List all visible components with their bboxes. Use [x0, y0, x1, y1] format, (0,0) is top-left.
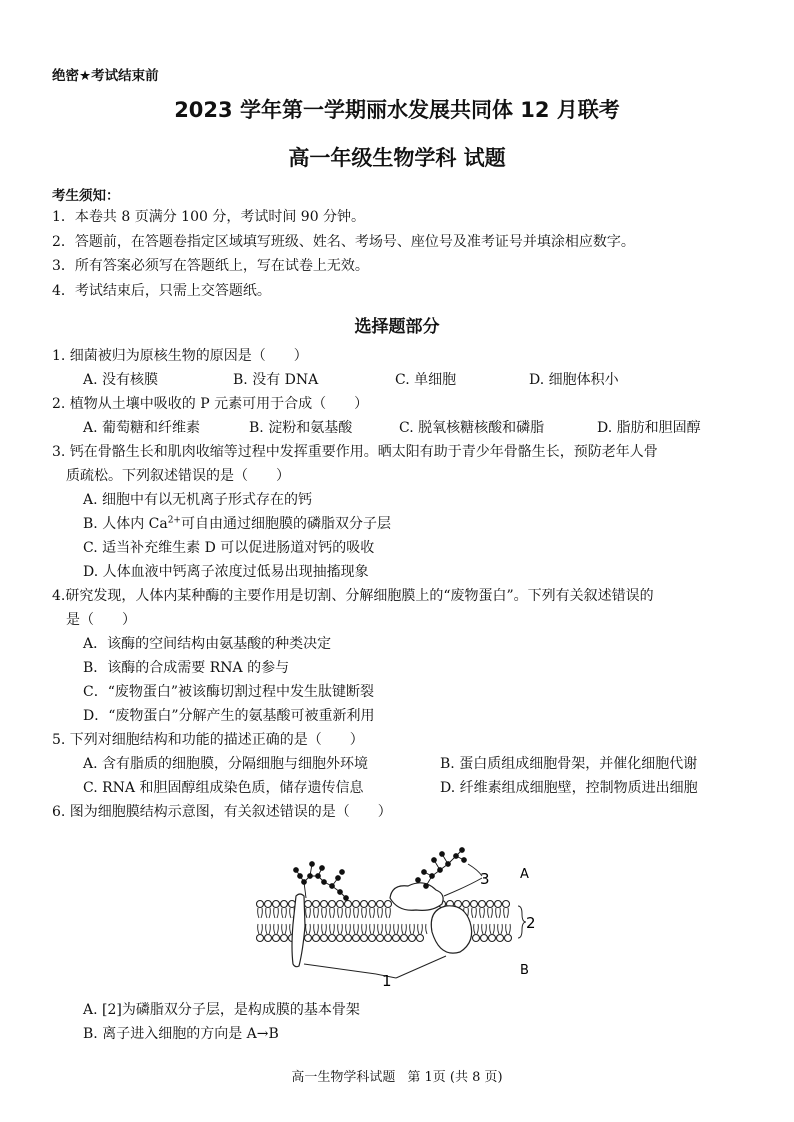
footer-page-number: 第 1页 (共 8 页)	[407, 1070, 503, 1085]
label-B: B	[520, 963, 529, 978]
q3-stem-line1: 3. 钙在骨骼生长和肌肉收缩等过程中发挥重要作用。晒太阳有助于青少年骨骼生长，预防老年人骨	[52, 444, 658, 460]
q6-stem: 6. 图为细胞膜结构示意图，有关叙述错误的是（ ）	[52, 804, 392, 820]
q5-stem: 5. 下列对细胞结构和功能的描述正确的是（ ）	[52, 732, 364, 748]
label-3: 3	[480, 870, 490, 888]
q3-option-b-post: 可自由通过细胞膜的磷脂双分子层	[180, 516, 391, 532]
notice-item: 1．本卷共 8 页满分 100 分，考试时间 90 分钟。	[52, 209, 366, 225]
exam-subtitle: 高一年级生物学科 试题	[288, 146, 506, 170]
surface-protein-top	[390, 883, 443, 911]
q3-option-d: D. 人体血液中钙离子浓度过低易出现抽搐现象	[83, 564, 369, 580]
leader-lines	[304, 864, 526, 978]
label-1: 1	[382, 972, 392, 990]
q2-option-d: D. 脂肪和胆固醇	[597, 420, 701, 436]
q5-option-d: D. 纤维素组成细胞壁，控制物质进出细胞	[440, 780, 698, 796]
q1-stem: 1. 细菌被归为原核生物的原因是（ ）	[52, 348, 308, 364]
notice-item: 4．考试结束后，只需上交答题纸。	[52, 282, 271, 299]
q3-stem-line2: 质疏松。下列叙述错误的是（ ）	[66, 468, 290, 484]
q6-option-a: A. [2]为磷脂双分子层，是构成膜的基本骨架	[83, 1002, 360, 1018]
q4-option-c: C．“废物蛋白”被该酶切割过程中发生肽键断裂	[83, 684, 375, 700]
q5-option-b: B. 蛋白质组成细胞骨架，并催化细胞代谢	[440, 756, 698, 772]
q4-option-a: A．该酶的空间结构由氨基酸的种类决定	[83, 636, 332, 652]
q4-option-b: B．该酶的合成需要 RNA 的参与	[83, 660, 290, 676]
q4-stem-line2: 是（ ）	[66, 612, 136, 628]
exam-title: 2023 学年第一学期丽水发展共同体 12 月联考	[174, 98, 620, 122]
q2-stem: 2. 植物从土壤中吸收的 P 元素可用于合成（ ）	[52, 396, 369, 412]
page-footer	[0, 1066, 794, 1085]
q3-option-c: C. 适当补充维生素 D 可以促进肠道对钙的吸收	[83, 540, 375, 556]
q3-option-b	[52, 512, 752, 536]
q5-options-row2	[52, 776, 752, 800]
q3-option-b-sup: 2+	[167, 515, 181, 526]
questions	[52, 344, 752, 824]
label-2: 2	[526, 914, 536, 932]
notice-list	[52, 205, 752, 303]
notice-title: 考生须知：	[52, 188, 120, 204]
glycoprotein-chain-right	[416, 848, 467, 889]
q4-stem-line1: 4.研究发现，人体内某种酶的主要作用是切割、分解细胞膜上的“废物蛋白”。下列有关叙述错误的	[52, 588, 654, 604]
footer-subject: 高一生物学科试题	[291, 1070, 396, 1085]
q2-option-a: A. 葡萄糖和纤维素	[83, 420, 201, 436]
cell-membrane-diagram	[246, 846, 546, 992]
q2-option-b: B. 淀粉和氨基酸	[249, 420, 353, 436]
label-A: A	[520, 867, 529, 882]
q6-options	[52, 998, 752, 1046]
embedded-protein-right	[431, 906, 471, 953]
q1-option-d: D. 细胞体积小	[529, 372, 619, 388]
q2-option-c: C. 脱氧核糖核酸和磷脂	[399, 420, 545, 436]
q5-options-row1	[52, 752, 752, 776]
q2-options	[52, 416, 752, 440]
secret-mark: 绝密★考试结束前	[52, 68, 159, 84]
q1-option-c: C. 单细胞	[395, 372, 457, 388]
q1-options	[52, 368, 752, 392]
q5-option-c: C. RNA 和胆固醇组成染色质，储存遗传信息	[83, 780, 364, 796]
q3-option-a: A. 细胞中有以无机离子形式存在的钙	[83, 492, 313, 508]
section-title: 选择题部分	[354, 317, 440, 337]
q5-option-a: A. 含有脂质的细胞膜，分隔细胞与细胞外环境	[83, 756, 369, 772]
notice-item: 2．答题前，在答题卷指定区域填写班级、姓名、考场号、座位号及准考证号并填涂相应数字。	[52, 233, 635, 250]
q1-option-b: B. 没有 DNA	[233, 372, 319, 388]
q6-option-b: B. 离子进入细胞的方向是 A→B	[83, 1026, 279, 1042]
q1-option-a: A. 没有核膜	[83, 372, 159, 388]
notice-item: 3．所有答案必须写在答题纸上，写在试卷上无效。	[52, 258, 369, 274]
q4-option-d: D．“废物蛋白”分解产生的氨基酸可被重新利用	[83, 708, 375, 724]
q3-option-b-pre: B. 人体内 Ca	[83, 516, 168, 532]
